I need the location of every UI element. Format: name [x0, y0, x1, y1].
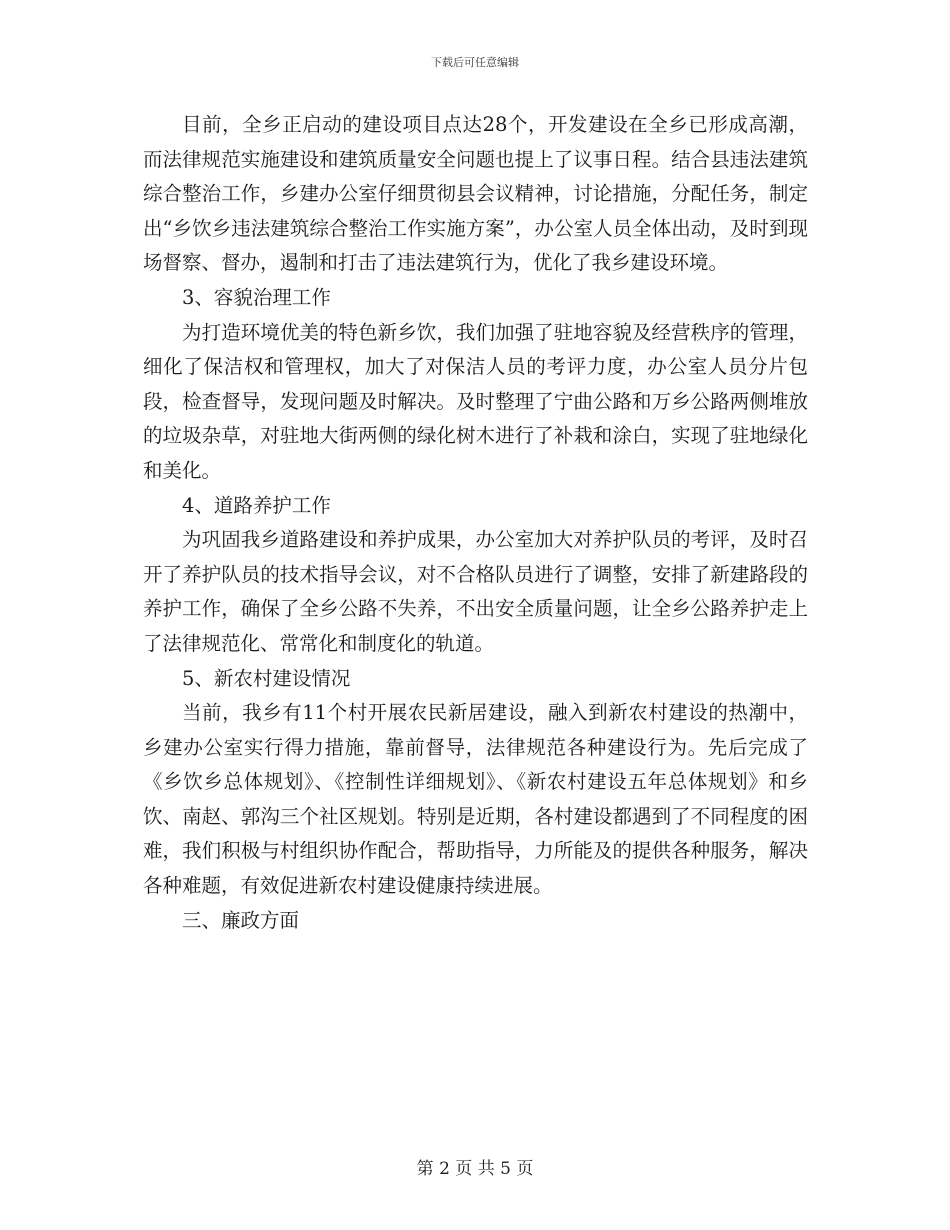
section-heading-new-village: 5、新农村建设情况 — [182, 666, 351, 690]
page-header: 下载后可任意编辑 — [431, 56, 519, 69]
document-body — [143, 108, 808, 938]
page-number: 第 2 页 共 5 页 — [416, 1159, 534, 1179]
paragraph-road-maintenance: 为巩固我乡道路建设和养护成果，办公室加大对养护队员的考评，及时召开了养护队员的技术指导会议，对不合格队员进行了调整，安排了新建路段的养护工作，确保了全乡公路不失养，不出安全质量问题，让全乡公路养护走上了法律规范化、常常化和制度化的轨道。 — [143, 528, 808, 655]
paragraph-new-village: 当前，我乡有11个村开展农民新居建设，融入到新农村建设的热潮中，乡建办公室实行得力措施，靠前督导，法律规范各种建设行为。先后完成了《乡饮乡总体规划》、《控制性详细规划》、《新农村建设五年总体规划》和乡饮、南赵、郭沟三个社区规划。特别是近期，各村建设都遇到了不同程度的困难，我们积极与村组织协作配合，帮助指导，力所能及的提供各种服务，解决各种难题，有效促进新农村建设健康持续进展。 — [143, 701, 808, 898]
paragraph-appearance: 为打造环境优美的特色新乡饮，我们加强了驻地容貌及经营秩序的管理，细化了保洁权和管理权，加大了对保洁人员的考评力度，办公室人员分片包段，检查督导，发现问题及时解决。及时整理了宁曲公路和万乡公路两侧堆放的垃圾杂草，对驻地大街两侧的绿化树木进行了补栽和涂白，实现了驻地绿化和美化。 — [143, 320, 808, 482]
paragraph-construction-projects: 目前，全乡正启动的建设项目点达28个，开发建设在全乡已形成高潮，而法律规范实施建设和建筑质量安全问题也提上了议事日程。结合县违法建筑综合整治工作，乡建办公室仔细贯彻县会议精神，讨论措施，分配任务，制定出“乡饮乡违法建筑综合整治工作实施方案”，办公室人员全体出动，及时到现场督察、督办，遏制和打击了违法建筑行为，优化了我乡建设环境。 — [143, 113, 808, 275]
section-heading-appearance: 3、容貌治理工作 — [182, 285, 331, 309]
section-heading-road-maintenance: 4、道路养护工作 — [182, 493, 331, 517]
section-heading-integrity: 三、廉政方面 — [182, 908, 300, 932]
